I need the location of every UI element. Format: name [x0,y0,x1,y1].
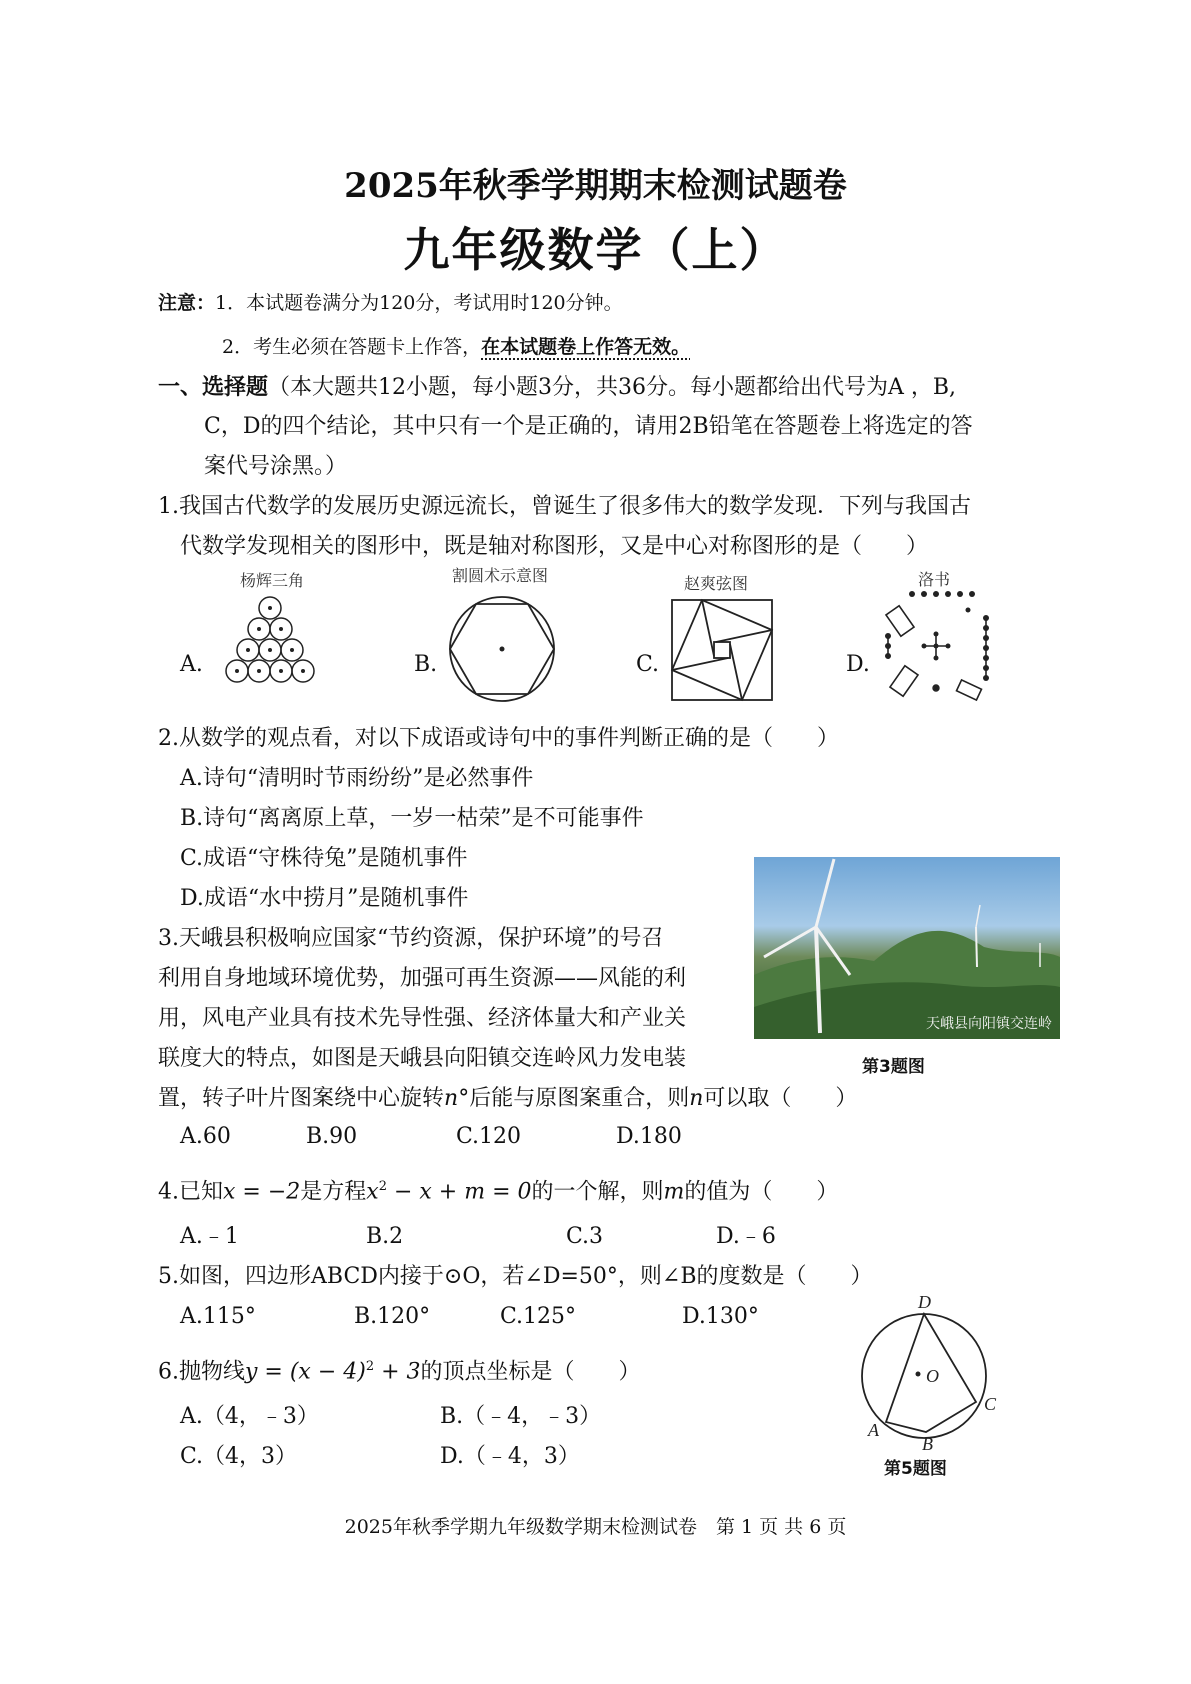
q1-d-letter: D. [846,652,870,677]
q4-stem-a: 4.已知 [158,1179,223,1205]
q2-option-d: D.成语“水中捞月”是随机事件 [180,886,469,911]
q1-c-caption: 赵爽弦图 [684,574,749,593]
q4-eq-2-x: x [366,1179,379,1205]
q3-stem-3: 用，风电产业具有技术先导性强、经济体量大和产业关 [158,1006,687,1031]
q4-eq-2-sup: 2 [378,1179,387,1194]
q4-option-a: A.﹣1 [180,1224,239,1249]
note-2-emphasis: 在本试题卷上作答无效。 [481,336,691,358]
zhao-shuang-figure [670,598,774,702]
luo-shu-figure [878,588,996,706]
q4-stem-b: 是方程 [300,1179,367,1205]
q6-option-a: A.（4，﹣3） [180,1404,319,1429]
q6-stem-a: 6.抛物线 [158,1359,245,1385]
q1-d-caption: 洛书 [918,570,951,589]
q3-stem-5-a: 置，转子叶片图案绕中心旋转 [158,1086,445,1111]
q6-option-c: C.（4，3） [180,1444,298,1469]
q5-option-d: D.130° [682,1304,759,1329]
point-b-label: B [922,1434,933,1452]
q3-stem-4: 联度大的特点，如图是天峨县向阳镇交连岭风力发电装 [158,1046,687,1071]
photo-caption: 天峨县向阳镇交连岭 [926,1016,1052,1032]
q4-option-b: B.2 [366,1224,404,1249]
q6-option-b: B.（﹣4，﹣3） [440,1404,602,1429]
q6-eq-sup: 2 [365,1359,375,1374]
q2-option-a: A.诗句“清明时节雨纷纷”是必然事件 [180,766,534,791]
q4-eq-1: x = −2 [223,1179,301,1205]
q4-option-c: C.3 [566,1224,604,1249]
note-1: 1．本试题卷满分为120分，考试用时120分钟。 [215,292,623,314]
notes-line-2 [222,332,690,362]
q3-stem-5-c: 可以取（ ） [703,1086,858,1111]
q5-option-c: C.125° [500,1304,577,1329]
q4-var-m: m [663,1179,685,1205]
q5-option-a: A.115° [180,1304,256,1329]
q3-stem-2: 利用自身地域环境优势，加强可再生资源——风能的利 [158,966,687,991]
section-1-intro-2: C，D的四个结论，其中只有一个是正确的，请用2B铅笔在答题卷上将选定的答 [204,414,973,439]
note-2-prefix: 2．考生必须在答题卡上作答， [222,336,482,358]
exam-title: 2025年秋季学期期末检测试题卷 [344,166,847,206]
q5-option-b: B.120° [354,1304,431,1329]
q3-option-c: C.120 [456,1124,522,1149]
q1-stem-1: 1.我国古代数学的发展历史源远流长，曾诞生了很多伟大的数学发现．下列与我国古 [158,494,971,519]
q3-option-a: A.60 [180,1124,231,1149]
q1-b-letter: B. [414,652,438,677]
page-footer: 2025年秋季学期九年级数学期末检测试卷 第 1 页 共 6 页 [344,1516,847,1538]
section-1-heading: 一、选择题 [158,374,269,400]
q6-eq-b: + 3 [374,1359,421,1385]
notes-label: 注意： [158,292,216,314]
point-d-label: D [918,1292,931,1312]
q6-stem [158,1352,641,1387]
q2-option-b: B.诗句“离离原上草，一岁一枯荣”是不可能事件 [180,806,644,831]
q1-a-caption: 杨辉三角 [240,571,305,590]
q3-stem-1: 3.天峨县积极响应国家“节约资源，保护环境”的号召 [158,926,664,951]
section-1-line-1 [158,372,956,403]
q5-stem: 5.如图，四边形ABCD内接于⊙O，若∠D=50°，则∠B的度数是（ ） [158,1264,873,1289]
q6-option-d: D.（﹣4，3） [440,1444,580,1469]
wind-turbine-photo [754,857,1060,1039]
notes-line-1 [158,288,623,318]
q3-option-d: D.180 [616,1124,682,1149]
q1-c-letter: C. [636,652,660,677]
q4-stem-c: 的一个解，则 [531,1179,664,1205]
q6-eq-a: y = (x − 4) [245,1359,366,1385]
q2-option-c: C.成语“守株待兔”是随机事件 [180,846,468,871]
q2-stem: 2.从数学的观点看，对以下成语或诗句中的事件判断正确的是（ ） [158,726,839,751]
q6-stem-b: 的顶点坐标是（ ） [420,1359,641,1385]
q4-stem [158,1172,838,1207]
wind-turbine-illustration [754,857,1060,1039]
point-a-label: A [868,1420,879,1440]
q1-stem-2: 代数学发现相关的图形中，既是轴对称图形，又是中心对称图形的是（ ） [180,534,929,559]
exam-subtitle: 九年级数学（上） [403,223,788,277]
q4-stem-d: 的值为（ ） [684,1179,839,1205]
q3-var-n: n [444,1086,459,1111]
q4-eq-2-rest: − x + m = 0 [386,1179,532,1205]
point-o-label: O [926,1366,939,1386]
yang-hui-triangle-figure [218,596,322,692]
q3-stem-5 [158,1084,857,1114]
q4-option-d: D.﹣6 [716,1224,776,1249]
q5-figure-label: 第5题图 [884,1459,947,1479]
circle-hexagon-figure [447,594,557,704]
section-1-intro-1: （本大题共12小题，每小题3分，共36分。每小题都给出代号为A ，B, [268,375,957,400]
q3-var-n-2: n [689,1086,704,1111]
q3-option-b: B.90 [306,1124,358,1149]
section-1-intro-3: 案代号涂黑。） [204,454,348,479]
q3-stem-5-b: °后能与原图案重合，则 [458,1086,690,1111]
q1-a-letter: A. [180,652,203,677]
point-c-label: C [984,1394,997,1414]
q5-circle-figure [856,1290,1006,1452]
q3-figure-label: 第3题图 [862,1057,925,1077]
q1-b-caption: 割圆术示意图 [452,566,549,585]
